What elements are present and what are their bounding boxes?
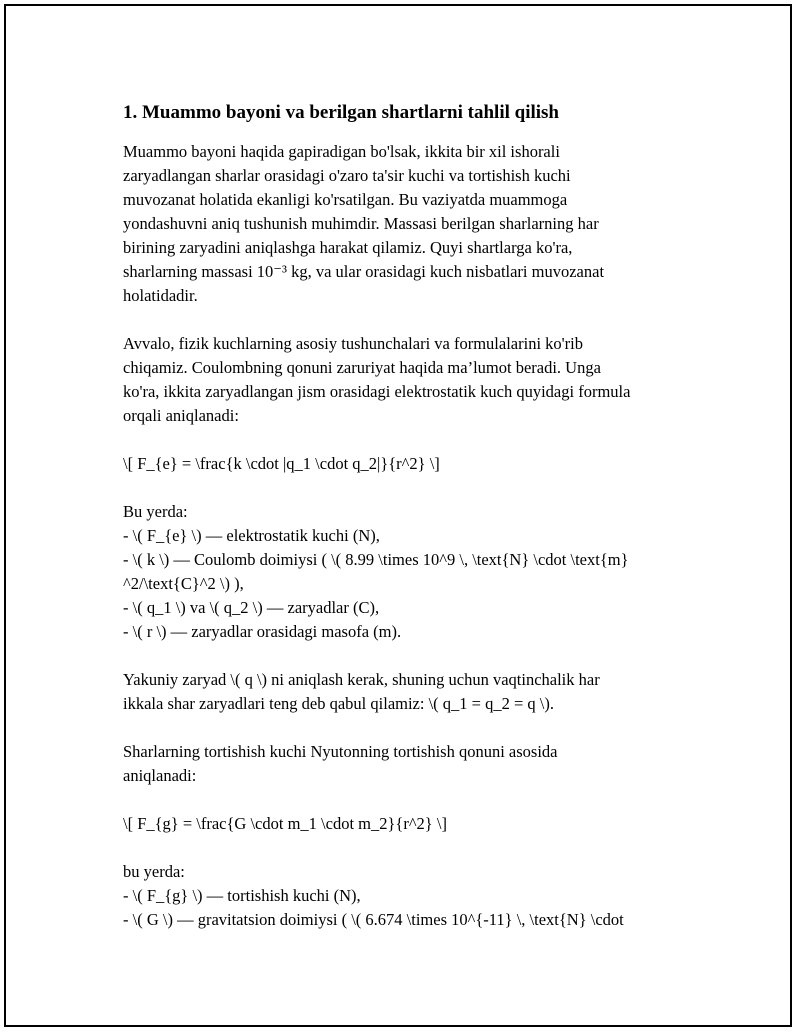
page-frame — [4, 4, 792, 1027]
definition-item: ^2/\text{C}^2 \) ), — [123, 574, 244, 593]
text-line: birining zaryadini aniqlashga harakat qilamiz. Quyi shartlarga ko'ra, — [123, 238, 573, 257]
definition-item: - \( r \) — zaryadlar orasidagi masofa (m). — [123, 622, 402, 641]
text-line: sharlarning massasi 10⁻³ kg, va ular orasidagi kuch nisbatlari muvozanat — [123, 262, 605, 281]
paragraph-problem-statement — [123, 140, 723, 308]
text-line: aniqlanadi: — [123, 766, 197, 785]
text-line: chiqamiz. Coulombning qonuni zaruriyat haqida ma’lumot beradi. Unga — [123, 358, 601, 377]
definition-item: - \( q_1 \) va \( q_2 \) — zaryadlar (C), — [123, 598, 380, 617]
paragraph-gap — [123, 428, 723, 452]
text-line: Yakuniy zaryad \( q \) ni aniqlash kerak, shuning uchun vaqtinchalik har — [123, 670, 600, 689]
text-line: orqali aniqlanadi: — [123, 406, 239, 425]
definition-item: - \( k \) — Coulomb doimiysi ( \( 8.99 \times 10^9 \, \text{N} \cdot \text{m} — [123, 550, 629, 569]
paragraph-gap — [123, 476, 723, 500]
definitions-intro: bu yerda: — [123, 862, 185, 881]
paragraph-gap — [123, 788, 723, 812]
text-line: zaryadlangan sharlar orasidagi o'zaro ta'sir kuchi va tortishish kuchi — [123, 166, 571, 185]
text-line: yondashuvni aniq tushunish muhimdir. Massasi berilgan sharlarning har — [123, 214, 599, 233]
section-heading: 1. Muammo bayoni va berilgan shartlarni tahlil qilish — [123, 102, 559, 123]
paragraph-gap — [123, 308, 723, 332]
paragraph-gap — [123, 836, 723, 860]
paragraph-gap — [123, 716, 723, 740]
definitions-list-coulomb — [123, 500, 723, 644]
definitions-intro: Bu yerda: — [123, 502, 188, 521]
definition-item: - \( F_{e} \) — elektrostatik kuchi (N), — [123, 526, 380, 545]
paragraph-equal-charges — [123, 668, 723, 716]
document-body — [123, 100, 723, 932]
text-line: Avvalo, fizik kuchlarning asosiy tushunchalari va formulalarini ko'rib — [123, 334, 583, 353]
text-line: Sharlarning tortishish kuchi Nyutonning tortishish qonuni asosida — [123, 742, 558, 761]
formula-gravity: \[ F_{g} = \frac{G \cdot m_1 \cdot m_2}{r^2} \] — [123, 814, 447, 833]
paragraph-gap — [123, 644, 723, 668]
paragraph-coulomb-intro — [123, 332, 723, 428]
paragraph-newton-intro — [123, 740, 723, 788]
definition-item: - \( F_{g} \) — tortishish kuchi (N), — [123, 886, 361, 905]
formula-coulomb: \[ F_{e} = \frac{k \cdot |q_1 \cdot q_2|}{r^2} \] — [123, 454, 440, 473]
definitions-list-gravity — [123, 860, 723, 932]
text-line: holatidadir. — [123, 286, 198, 305]
text-line: ikkala shar zaryadlari teng deb qabul qilamiz: \( q_1 = q_2 = q \). — [123, 694, 554, 713]
text-line: ko'ra, ikkita zaryadlangan jism orasidagi elektrostatik kuch quyidagi formula — [123, 382, 631, 401]
text-line: Muammo bayoni haqida gapiradigan bo'lsak, ikkita bir xil ishorali — [123, 142, 560, 161]
text-line: muvozanat holatida ekanligi ko'rsatilgan. Bu vaziyatda muammoga — [123, 190, 568, 209]
definition-item: - \( G \) — gravitatsion doimiysi ( \( 6.674 \times 10^{-11} \, \text{N} \cdot — [123, 910, 624, 929]
